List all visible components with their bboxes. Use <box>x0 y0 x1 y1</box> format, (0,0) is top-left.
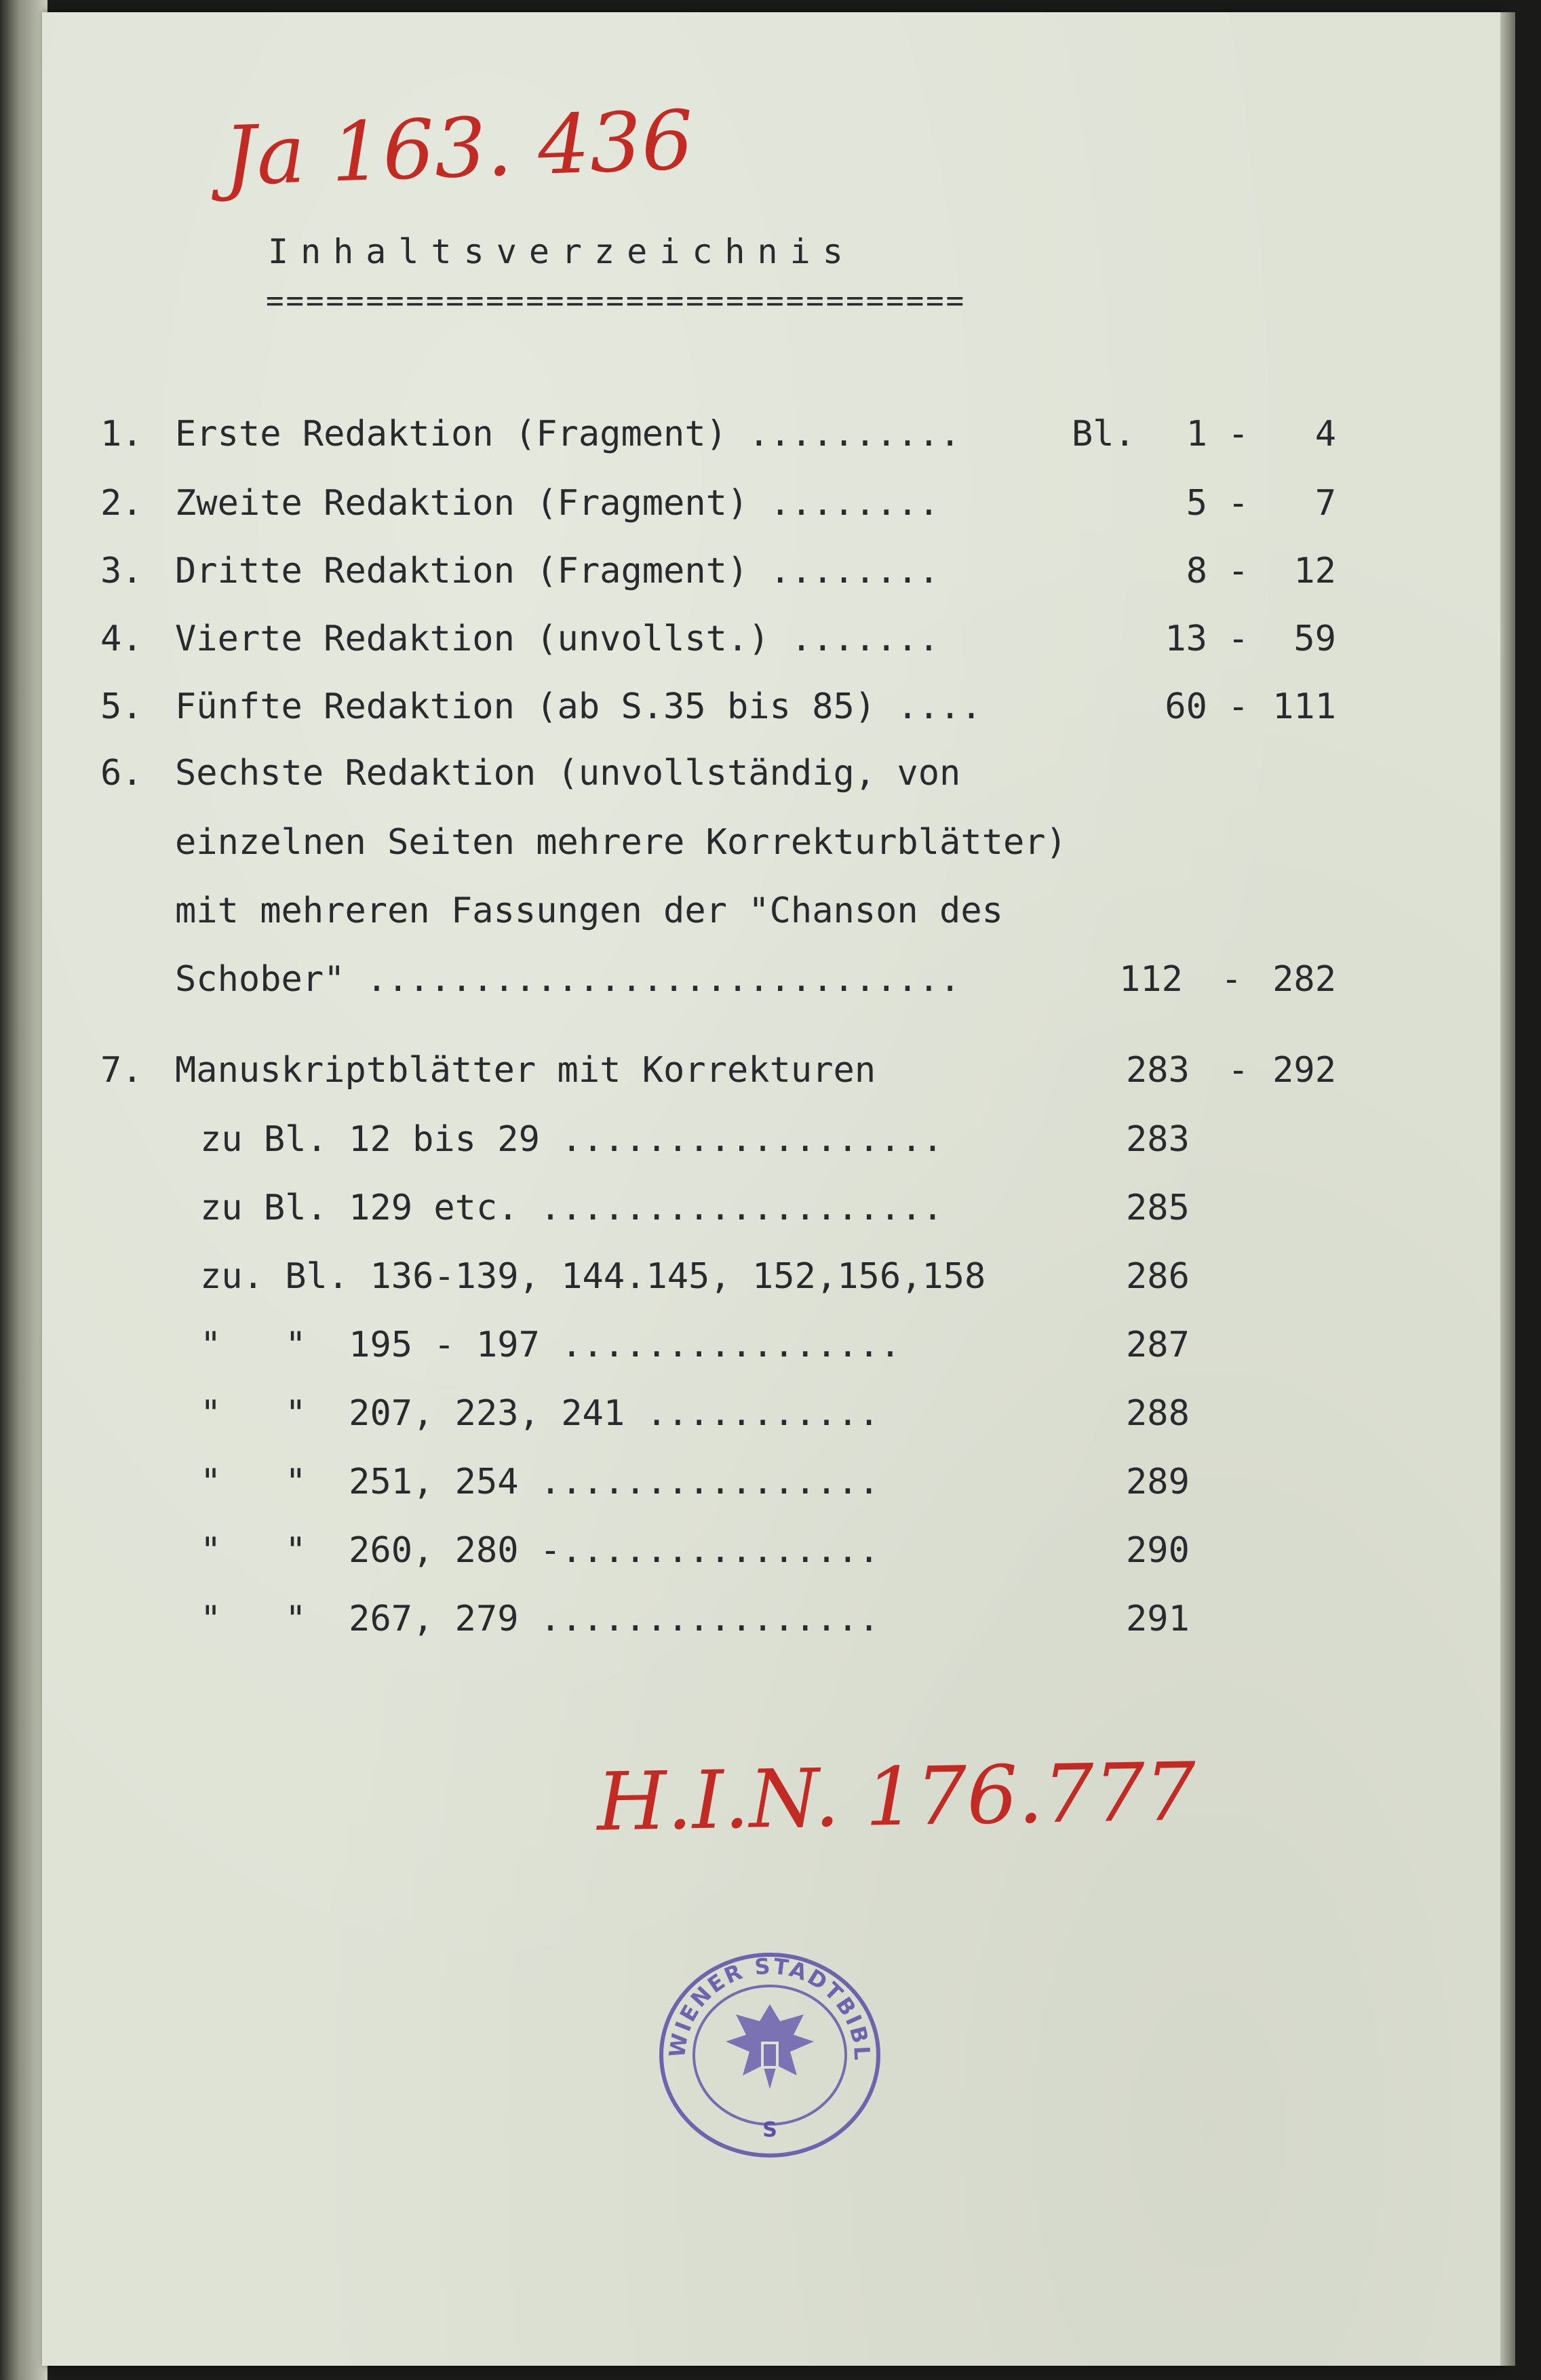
sub-list-item <box>0 1188 1541 1249</box>
sub-list-item <box>0 1119 1541 1180</box>
page-range-from: 283 <box>1126 1050 1190 1091</box>
page-range-to: 7 <box>1314 483 1336 524</box>
range-dash: - <box>1228 686 1249 727</box>
entry-label-line: mit mehreren Fassungen der "Chanson des <box>175 891 1003 931</box>
entry-label: Fünfte Redaktion (ab S.35 bis 85) .... <box>175 686 982 727</box>
entry-label: Manuskriptblätter mit Korrekturen <box>175 1050 876 1091</box>
page-range-from: 13 <box>1165 619 1207 659</box>
entry-number: 7. <box>100 1050 143 1091</box>
entry-number: 3. <box>100 551 143 591</box>
list-item <box>0 686 1541 747</box>
sub-entry-label: zu. Bl. 136-139, 144.145, 152,156,158 <box>200 1256 986 1297</box>
page-range-from: 60 <box>1165 686 1207 727</box>
sub-entry-page: 288 <box>1126 1393 1190 1434</box>
sub-entry-label: " " 195 - 197 ................ <box>200 1325 901 1365</box>
leaf-prefix: Bl. <box>1072 414 1135 454</box>
entry-label-line: Sechste Redaktion (unvollständig, von <box>175 753 961 794</box>
library-stamp <box>644 1940 895 2164</box>
entry-label: Erste Redaktion (Fragment) .......... <box>175 414 961 454</box>
list-item <box>0 483 1541 544</box>
range-dash: - <box>1228 551 1249 591</box>
entry-number: 6. <box>100 753 143 794</box>
page-range-from: 1 <box>1186 414 1207 454</box>
sub-entry-page: 283 <box>1126 1119 1190 1160</box>
range-dash: - <box>1221 959 1243 1000</box>
list-item <box>0 822 1541 883</box>
page-range-to: 59 <box>1293 619 1336 659</box>
list-item <box>0 414 1541 475</box>
entry-number: 1. <box>100 414 143 454</box>
list-item <box>0 959 1541 1020</box>
range-dash: - <box>1228 414 1249 454</box>
sub-entry-label: zu Bl. 12 bis 29 .................. <box>200 1119 943 1160</box>
entry-number: 2. <box>100 483 143 524</box>
sub-entry-page: 286 <box>1126 1256 1190 1297</box>
list-item <box>0 1050 1541 1111</box>
svg-text:WIENER STADTBIBLIOTHEK: WIENER STADTBIBL <box>663 1953 876 2063</box>
sub-list-item <box>0 1256 1541 1317</box>
list-item <box>0 891 1541 952</box>
entry-number: 4. <box>100 619 143 659</box>
handwritten-shelfmark-top: Ja 163. 436 <box>222 93 695 205</box>
page-range-to: 4 <box>1314 414 1336 454</box>
entry-label: Dritte Redaktion (Fragment) ........ <box>175 551 940 591</box>
entry-label: Vierte Redaktion (unvollst.) ....... <box>175 619 940 659</box>
list-item <box>0 753 1541 814</box>
entry-label: Zweite Redaktion (Fragment) ........ <box>175 483 940 524</box>
page-range-to: 292 <box>1272 1050 1336 1091</box>
sub-list-item <box>0 1530 1541 1591</box>
sub-list-item <box>0 1462 1541 1523</box>
range-dash: - <box>1228 619 1249 659</box>
sub-entry-page: 287 <box>1126 1325 1190 1365</box>
page-range-to: 282 <box>1272 959 1336 1000</box>
sub-entry-page: 289 <box>1126 1462 1190 1502</box>
range-dash: - <box>1228 1050 1249 1091</box>
sub-entry-label: " " 251, 254 ................ <box>200 1462 880 1502</box>
sub-list-item <box>0 1393 1541 1454</box>
sub-entry-page: 285 <box>1126 1188 1190 1228</box>
page-range-to: 12 <box>1293 551 1336 591</box>
title-underline: =================================== <box>266 284 967 318</box>
sub-list-item <box>0 1599 1541 1660</box>
sub-list-item <box>0 1325 1541 1386</box>
page-range-from: 5 <box>1186 483 1207 524</box>
sub-entry-label: " " 207, 223, 241 ........... <box>200 1393 880 1434</box>
entry-label-line: Schober" ............................ <box>175 959 961 1000</box>
sub-entry-label: zu Bl. 129 etc. ................... <box>200 1188 943 1228</box>
list-item <box>0 551 1541 612</box>
list-item <box>0 619 1541 680</box>
page-title: Inhaltsverzeichnis <box>268 232 855 271</box>
stamp-seal-icon <box>644 1940 895 2164</box>
sub-entry-page: 291 <box>1126 1599 1190 1639</box>
range-dash: - <box>1228 483 1249 524</box>
handwritten-inventory-number: H.I.N. 176.777 <box>596 1744 1197 1849</box>
sub-entry-label: " " 267, 279 ................ <box>200 1599 880 1639</box>
entry-number: 5. <box>100 686 143 727</box>
page-range-from: 112 <box>1119 959 1183 1000</box>
svg-text:S: S <box>762 2118 777 2142</box>
sub-entry-page: 290 <box>1126 1530 1190 1571</box>
entry-label-line: einzelnen Seiten mehrere Korrekturblätter) <box>175 822 1067 863</box>
page-range-to: 111 <box>1272 686 1336 727</box>
sub-entry-label: " " 260, 280 -............... <box>200 1530 880 1571</box>
page-range-from: 8 <box>1186 551 1207 591</box>
